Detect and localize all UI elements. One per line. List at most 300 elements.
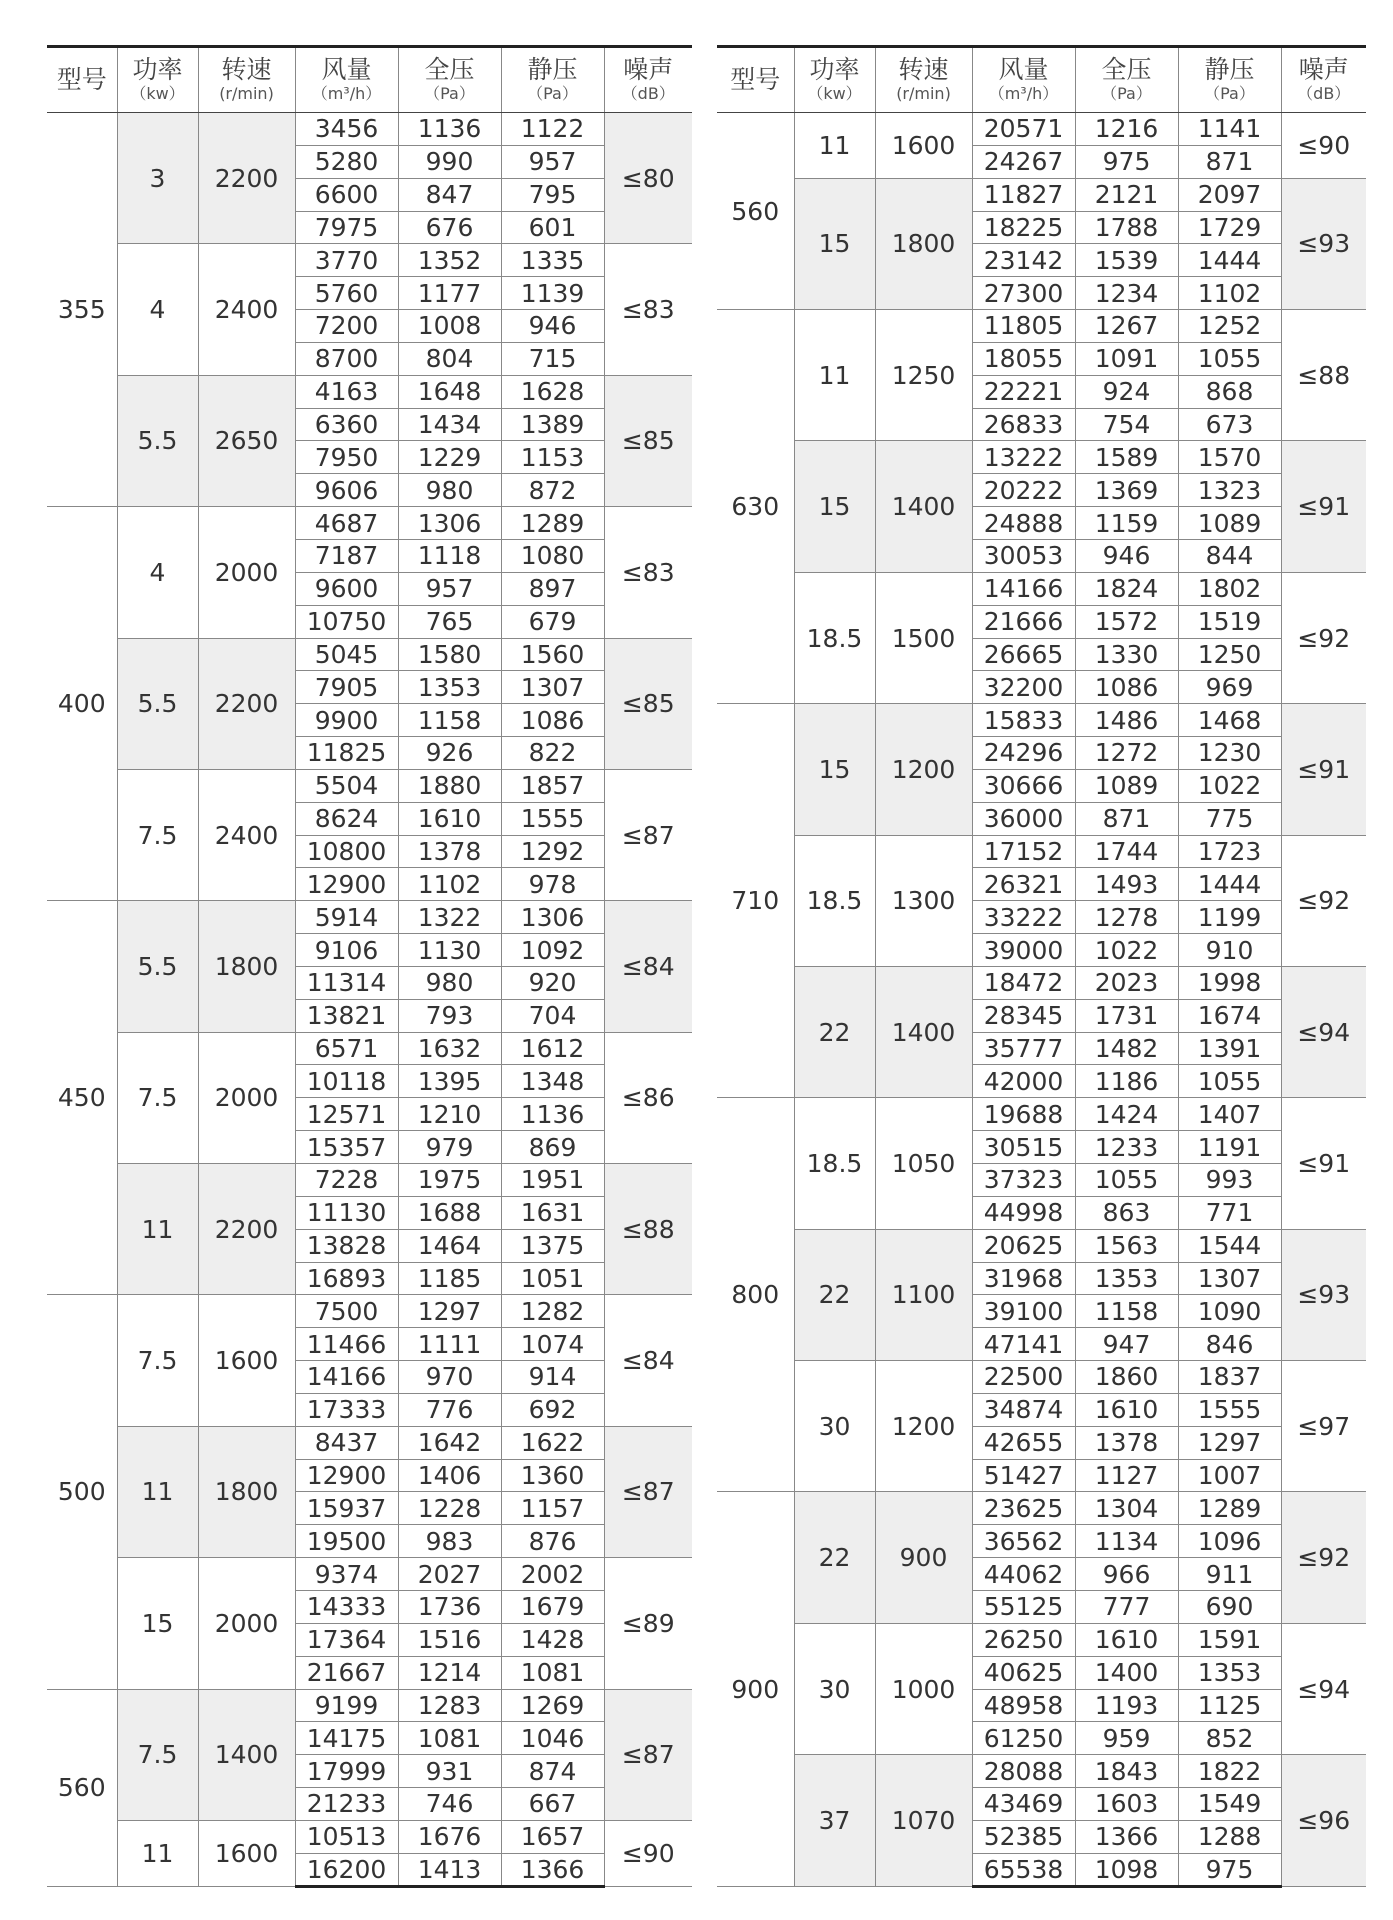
total-pressure-cell: 1516: [398, 1623, 501, 1656]
static-pressure-cell: 975: [1178, 1853, 1281, 1886]
total-pressure-cell: 1233: [1075, 1131, 1178, 1164]
airflow-cell: 30666: [972, 769, 1075, 802]
speed-cell: 2200: [198, 638, 295, 769]
header-total-pressure: 全压 （Pa）: [1075, 47, 1178, 113]
static-pressure-cell: 1307: [1178, 1262, 1281, 1295]
airflow-cell: 15357: [295, 1131, 398, 1164]
static-pressure-cell: 1428: [501, 1623, 604, 1656]
noise-cell: ≤92: [1281, 1492, 1366, 1623]
airflow-cell: 14166: [295, 1361, 398, 1394]
airflow-cell: 11805: [972, 310, 1075, 343]
airflow-cell: 11825: [295, 737, 398, 770]
table-row: [47, 1558, 692, 1591]
total-pressure-cell: 1158: [1075, 1295, 1178, 1328]
header-row: [717, 47, 1366, 113]
table-body: [47, 113, 692, 1887]
table-row: [47, 507, 692, 540]
total-pressure-cell: 1193: [1075, 1689, 1178, 1722]
noise-cell: ≤90: [1281, 113, 1366, 179]
airflow-cell: 11466: [295, 1328, 398, 1361]
static-pressure-cell: 1679: [501, 1590, 604, 1623]
static-pressure-cell: 1468: [1178, 704, 1281, 737]
static-pressure-cell: 1288: [1178, 1820, 1281, 1853]
airflow-cell: 6571: [295, 1032, 398, 1065]
airflow-cell: 17333: [295, 1393, 398, 1426]
total-pressure-cell: 1089: [1075, 769, 1178, 802]
noise-cell: ≤80: [604, 113, 692, 244]
speed-cell: 2200: [198, 1164, 295, 1295]
airflow-cell: 9600: [295, 572, 398, 605]
table-row: [47, 901, 692, 934]
total-pressure-cell: 1216: [1075, 113, 1178, 146]
speed-cell: 1400: [198, 1689, 295, 1820]
airflow-cell: 20571: [972, 113, 1075, 146]
total-pressure-cell: 990: [398, 145, 501, 178]
total-pressure-cell: 1008: [398, 310, 501, 343]
total-pressure-cell: 804: [398, 342, 501, 375]
total-pressure-cell: 1406: [398, 1459, 501, 1492]
static-pressure-cell: 1289: [501, 507, 604, 540]
model-cell: 900: [717, 1492, 794, 1886]
table-row: [47, 1032, 692, 1065]
speed-cell: 2000: [198, 1032, 295, 1163]
airflow-cell: 20625: [972, 1229, 1075, 1262]
total-pressure-cell: 1353: [398, 671, 501, 704]
table-row: [47, 1426, 692, 1459]
airflow-cell: 39100: [972, 1295, 1075, 1328]
static-pressure-cell: 1389: [501, 408, 604, 441]
static-pressure-cell: 667: [501, 1788, 604, 1821]
airflow-cell: 21233: [295, 1788, 398, 1821]
total-pressure-cell: 1632: [398, 1032, 501, 1065]
power-cell: 4: [117, 244, 198, 375]
speed-cell: 1400: [875, 441, 972, 572]
airflow-cell: 11314: [295, 966, 398, 999]
static-pressure-cell: 1081: [501, 1656, 604, 1689]
total-pressure-cell: 1843: [1075, 1755, 1178, 1788]
table-row: [717, 113, 1366, 146]
total-pressure-cell: 2023: [1075, 966, 1178, 999]
header-speed: 转速 (r/min): [198, 47, 295, 113]
noise-cell: ≤94: [1281, 1623, 1366, 1754]
model-cell: 450: [47, 901, 117, 1295]
noise-cell: ≤88: [604, 1164, 692, 1295]
total-pressure-cell: 1493: [1075, 868, 1178, 901]
static-pressure-cell: 690: [1178, 1590, 1281, 1623]
static-pressure-cell: 1631: [501, 1196, 604, 1229]
total-pressure-cell: 931: [398, 1755, 501, 1788]
total-pressure-cell: 1860: [1075, 1361, 1178, 1394]
static-pressure-cell: 1269: [501, 1689, 604, 1722]
airflow-cell: 8624: [295, 802, 398, 835]
total-pressure-cell: 1580: [398, 638, 501, 671]
airflow-cell: 8700: [295, 342, 398, 375]
total-pressure-cell: 980: [398, 966, 501, 999]
total-pressure-cell: 1086: [1075, 671, 1178, 704]
total-pressure-cell: 871: [1075, 802, 1178, 835]
airflow-cell: 5914: [295, 901, 398, 934]
table-body: [717, 113, 1366, 1887]
header-noise: 噪声 （dB）: [1281, 47, 1366, 113]
total-pressure-cell: 2121: [1075, 178, 1178, 211]
power-cell: 3: [117, 113, 198, 244]
table-row: [717, 178, 1366, 211]
airflow-cell: 32200: [972, 671, 1075, 704]
speed-cell: 1070: [875, 1755, 972, 1887]
static-pressure-cell: 1089: [1178, 507, 1281, 540]
static-pressure-cell: 1086: [501, 704, 604, 737]
static-pressure-cell: 1444: [1178, 244, 1281, 277]
total-pressure-cell: 1091: [1075, 342, 1178, 375]
table-row: [717, 1623, 1366, 1656]
header-static-pressure: 静压 （Pa）: [501, 47, 604, 113]
airflow-cell: 18225: [972, 211, 1075, 244]
total-pressure-cell: 1186: [1075, 1065, 1178, 1098]
speed-cell: 1000: [875, 1623, 972, 1754]
airflow-cell: 9900: [295, 704, 398, 737]
table-row: [47, 1295, 692, 1328]
noise-cell: ≤91: [1281, 1098, 1366, 1229]
airflow-cell: 12571: [295, 1098, 398, 1131]
power-cell: 7.5: [117, 1295, 198, 1426]
airflow-cell: 23142: [972, 244, 1075, 277]
total-pressure-cell: 1278: [1075, 901, 1178, 934]
static-pressure-cell: 869: [501, 1131, 604, 1164]
total-pressure-cell: 946: [1075, 539, 1178, 572]
static-pressure-cell: 914: [501, 1361, 604, 1394]
static-pressure-cell: 1591: [1178, 1623, 1281, 1656]
airflow-cell: 22221: [972, 375, 1075, 408]
speed-cell: 1250: [875, 310, 972, 441]
static-pressure-cell: 1674: [1178, 999, 1281, 1032]
static-pressure-cell: 1055: [1178, 342, 1281, 375]
airflow-cell: 6600: [295, 178, 398, 211]
airflow-cell: 44062: [972, 1558, 1075, 1591]
noise-cell: ≤87: [604, 769, 692, 900]
total-pressure-cell: 970: [398, 1361, 501, 1394]
noise-cell: ≤91: [1281, 441, 1366, 572]
static-pressure-cell: 1555: [501, 802, 604, 835]
power-cell: 15: [117, 1558, 198, 1689]
airflow-cell: 43469: [972, 1788, 1075, 1821]
static-pressure-cell: 1102: [1178, 277, 1281, 310]
power-cell: 18.5: [794, 572, 875, 703]
table-row: [47, 113, 692, 146]
static-pressure-cell: 920: [501, 966, 604, 999]
airflow-cell: 10800: [295, 835, 398, 868]
total-pressure-cell: 2027: [398, 1558, 501, 1591]
airflow-cell: 27300: [972, 277, 1075, 310]
airflow-cell: 13222: [972, 441, 1075, 474]
static-pressure-cell: 1051: [501, 1262, 604, 1295]
total-pressure-cell: 1610: [1075, 1623, 1178, 1656]
power-cell: 5.5: [117, 638, 198, 769]
noise-cell: ≤96: [1281, 1755, 1366, 1887]
static-pressure-cell: 1519: [1178, 605, 1281, 638]
static-pressure-cell: 1191: [1178, 1131, 1281, 1164]
table-row: [47, 638, 692, 671]
total-pressure-cell: 1234: [1075, 277, 1178, 310]
total-pressure-cell: 1267: [1075, 310, 1178, 343]
total-pressure-cell: 1111: [398, 1328, 501, 1361]
power-cell: 5.5: [117, 901, 198, 1032]
total-pressure-cell: 1563: [1075, 1229, 1178, 1262]
static-pressure-cell: 2097: [1178, 178, 1281, 211]
static-pressure-cell: 852: [1178, 1722, 1281, 1755]
static-pressure-cell: 704: [501, 999, 604, 1032]
total-pressure-cell: 1353: [1075, 1262, 1178, 1295]
static-pressure-cell: 692: [501, 1393, 604, 1426]
static-pressure-cell: 1199: [1178, 901, 1281, 934]
static-pressure-cell: 844: [1178, 539, 1281, 572]
total-pressure-cell: 1378: [1075, 1426, 1178, 1459]
speed-cell: 1800: [198, 1426, 295, 1557]
total-pressure-cell: 1229: [398, 441, 501, 474]
airflow-cell: 52385: [972, 1820, 1075, 1853]
airflow-cell: 19688: [972, 1098, 1075, 1131]
table-row: [717, 1229, 1366, 1262]
total-pressure-cell: 1676: [398, 1820, 501, 1853]
table-row: [47, 1689, 692, 1722]
noise-cell: ≤90: [604, 1820, 692, 1886]
header-power: 功率 （kw）: [794, 47, 875, 113]
noise-cell: ≤84: [604, 1295, 692, 1426]
airflow-cell: 30515: [972, 1131, 1075, 1164]
static-pressure-cell: 1353: [1178, 1656, 1281, 1689]
total-pressure-cell: 1369: [1075, 474, 1178, 507]
table-header: [47, 47, 692, 113]
header-model: 型号: [717, 47, 794, 113]
static-pressure-cell: 1090: [1178, 1295, 1281, 1328]
static-pressure-cell: 1549: [1178, 1788, 1281, 1821]
airflow-cell: 7228: [295, 1164, 398, 1197]
total-pressure-cell: 1610: [398, 802, 501, 835]
static-pressure-cell: 946: [501, 310, 604, 343]
airflow-cell: 5504: [295, 769, 398, 802]
speed-cell: 1300: [875, 835, 972, 966]
static-pressure-cell: 1007: [1178, 1459, 1281, 1492]
airflow-cell: 14333: [295, 1590, 398, 1623]
airflow-cell: 36562: [972, 1525, 1075, 1558]
total-pressure-cell: 1055: [1075, 1164, 1178, 1197]
total-pressure-cell: 1572: [1075, 605, 1178, 638]
total-pressure-cell: 776: [398, 1393, 501, 1426]
total-pressure-cell: 1306: [398, 507, 501, 540]
airflow-cell: 31968: [972, 1262, 1075, 1295]
static-pressure-cell: 1366: [501, 1853, 604, 1886]
static-pressure-cell: 1055: [1178, 1065, 1281, 1098]
table-row: [717, 310, 1366, 343]
noise-cell: ≤87: [604, 1426, 692, 1557]
power-cell: 22: [794, 1229, 875, 1360]
total-pressure-cell: 1330: [1075, 638, 1178, 671]
static-pressure-cell: 1141: [1178, 113, 1281, 146]
table-row: [47, 769, 692, 802]
total-pressure-cell: 1098: [1075, 1853, 1178, 1886]
speed-cell: 1200: [875, 704, 972, 835]
total-pressure-cell: 1102: [398, 868, 501, 901]
airflow-cell: 7187: [295, 539, 398, 572]
airflow-cell: 40625: [972, 1656, 1075, 1689]
model-cell: 560: [47, 1689, 117, 1886]
speed-cell: 1050: [875, 1098, 972, 1229]
speed-cell: 900: [875, 1492, 972, 1623]
total-pressure-cell: 983: [398, 1525, 501, 1558]
noise-cell: ≤92: [1281, 835, 1366, 966]
power-cell: 22: [794, 966, 875, 1097]
airflow-cell: 42655: [972, 1426, 1075, 1459]
static-pressure-cell: 1122: [501, 113, 604, 146]
airflow-cell: 26321: [972, 868, 1075, 901]
static-pressure-cell: 1951: [501, 1164, 604, 1197]
static-pressure-cell: 876: [501, 1525, 604, 1558]
total-pressure-cell: 1880: [398, 769, 501, 802]
airflow-cell: 26250: [972, 1623, 1075, 1656]
total-pressure-cell: 1228: [398, 1492, 501, 1525]
static-pressure-cell: 1282: [501, 1295, 604, 1328]
power-cell: 30: [794, 1623, 875, 1754]
airflow-cell: 21666: [972, 605, 1075, 638]
total-pressure-cell: 959: [1075, 1722, 1178, 1755]
total-pressure-cell: 979: [398, 1131, 501, 1164]
static-pressure-cell: 1570: [1178, 441, 1281, 474]
noise-cell: ≤97: [1281, 1361, 1366, 1492]
static-pressure-cell: 1375: [501, 1229, 604, 1262]
airflow-cell: 24296: [972, 737, 1075, 770]
noise-cell: ≤88: [1281, 310, 1366, 441]
total-pressure-cell: 1486: [1075, 704, 1178, 737]
static-pressure-cell: 1444: [1178, 868, 1281, 901]
speed-cell: 2000: [198, 1558, 295, 1689]
airflow-cell: 3770: [295, 244, 398, 277]
speed-cell: 1600: [198, 1295, 295, 1426]
airflow-cell: 11130: [295, 1196, 398, 1229]
static-pressure-cell: 822: [501, 737, 604, 770]
total-pressure-cell: 1130: [398, 934, 501, 967]
table-row: [717, 1098, 1366, 1131]
total-pressure-cell: 746: [398, 1788, 501, 1821]
header-airflow: 风量 （m³/h）: [972, 47, 1075, 113]
fan-spec-table-right: [717, 45, 1366, 1888]
total-pressure-cell: 1177: [398, 277, 501, 310]
total-pressure-cell: 1788: [1075, 211, 1178, 244]
static-pressure-cell: 1074: [501, 1328, 604, 1361]
power-cell: 15: [794, 441, 875, 572]
static-pressure-cell: 874: [501, 1755, 604, 1788]
static-pressure-cell: 1802: [1178, 572, 1281, 605]
static-pressure-cell: 2002: [501, 1558, 604, 1591]
speed-cell: 2400: [198, 244, 295, 375]
airflow-cell: 15833: [972, 704, 1075, 737]
static-pressure-cell: 1622: [501, 1426, 604, 1459]
power-cell: 7.5: [117, 1032, 198, 1163]
airflow-cell: 16200: [295, 1853, 398, 1886]
airflow-cell: 19500: [295, 1525, 398, 1558]
static-pressure-cell: 1136: [501, 1098, 604, 1131]
model-cell: 630: [717, 310, 794, 704]
airflow-cell: 15937: [295, 1492, 398, 1525]
total-pressure-cell: 1366: [1075, 1820, 1178, 1853]
static-pressure-cell: 1250: [1178, 638, 1281, 671]
static-pressure-cell: 1729: [1178, 211, 1281, 244]
header-speed: 转速 (r/min): [875, 47, 972, 113]
airflow-cell: 30053: [972, 539, 1075, 572]
total-pressure-cell: 1283: [398, 1689, 501, 1722]
power-cell: 22: [794, 1492, 875, 1623]
airflow-cell: 35777: [972, 1032, 1075, 1065]
airflow-cell: 28088: [972, 1755, 1075, 1788]
total-pressure-cell: 975: [1075, 145, 1178, 178]
model-cell: 400: [47, 507, 117, 901]
airflow-cell: 55125: [972, 1590, 1075, 1623]
total-pressure-cell: 1610: [1075, 1393, 1178, 1426]
airflow-cell: 11827: [972, 178, 1075, 211]
total-pressure-cell: 947: [1075, 1328, 1178, 1361]
total-pressure-cell: 1975: [398, 1164, 501, 1197]
airflow-cell: 9606: [295, 474, 398, 507]
airflow-cell: 9374: [295, 1558, 398, 1591]
airflow-cell: 12900: [295, 1459, 398, 1492]
speed-cell: 2400: [198, 769, 295, 900]
static-pressure-cell: 1125: [1178, 1689, 1281, 1722]
airflow-cell: 24267: [972, 145, 1075, 178]
noise-cell: ≤84: [604, 901, 692, 1032]
static-pressure-cell: 1544: [1178, 1229, 1281, 1262]
static-pressure-cell: 1306: [501, 901, 604, 934]
static-pressure-cell: 1252: [1178, 310, 1281, 343]
airflow-cell: 9106: [295, 934, 398, 967]
airflow-cell: 61250: [972, 1722, 1075, 1755]
total-pressure-cell: 1539: [1075, 244, 1178, 277]
total-pressure-cell: 1136: [398, 113, 501, 146]
table-row: [717, 1492, 1366, 1525]
static-pressure-cell: 715: [501, 342, 604, 375]
airflow-cell: 7950: [295, 441, 398, 474]
static-pressure-cell: 957: [501, 145, 604, 178]
total-pressure-cell: 1434: [398, 408, 501, 441]
static-pressure-cell: 1723: [1178, 835, 1281, 868]
airflow-cell: 48958: [972, 1689, 1075, 1722]
airflow-cell: 8437: [295, 1426, 398, 1459]
total-pressure-cell: 1134: [1075, 1525, 1178, 1558]
airflow-cell: 26665: [972, 638, 1075, 671]
speed-cell: 1800: [198, 901, 295, 1032]
noise-cell: ≤93: [1281, 1229, 1366, 1360]
static-pressure-cell: 795: [501, 178, 604, 211]
speed-cell: 2000: [198, 507, 295, 638]
static-pressure-cell: 1046: [501, 1722, 604, 1755]
airflow-cell: 44998: [972, 1196, 1075, 1229]
static-pressure-cell: 1857: [501, 769, 604, 802]
noise-cell: ≤91: [1281, 704, 1366, 835]
power-cell: 15: [794, 178, 875, 309]
static-pressure-cell: 978: [501, 868, 604, 901]
header-airflow: 风量 （m³/h）: [295, 47, 398, 113]
noise-cell: ≤94: [1281, 966, 1366, 1097]
noise-cell: ≤86: [604, 1032, 692, 1163]
total-pressure-cell: 1210: [398, 1098, 501, 1131]
total-pressure-cell: 1118: [398, 539, 501, 572]
model-cell: 500: [47, 1295, 117, 1689]
total-pressure-cell: 754: [1075, 408, 1178, 441]
static-pressure-cell: 1998: [1178, 966, 1281, 999]
total-pressure-cell: 1400: [1075, 1656, 1178, 1689]
table-row: [47, 1820, 692, 1853]
static-pressure-cell: 1289: [1178, 1492, 1281, 1525]
total-pressure-cell: 1731: [1075, 999, 1178, 1032]
model-cell: 800: [717, 1098, 794, 1492]
airflow-cell: 7905: [295, 671, 398, 704]
